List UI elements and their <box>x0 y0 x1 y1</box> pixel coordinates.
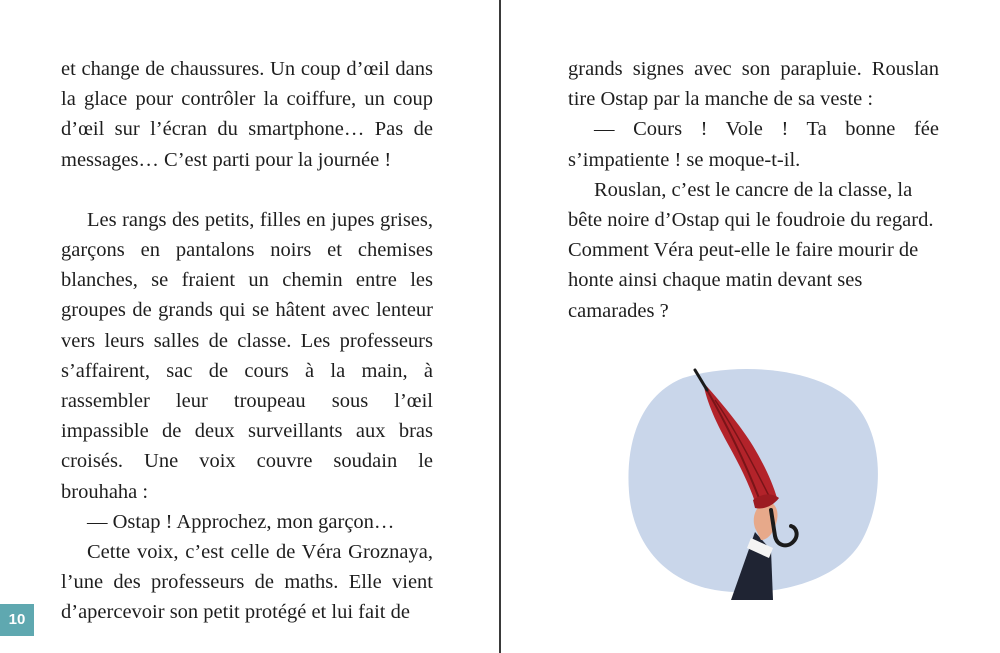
umbrella-in-hand-icon <box>623 360 883 600</box>
paragraph: Rouslan, c’est le cancre de la classe, la bête noire d’Ostap qui le foudroie du regard. Comment Véra peut-elle le faire mourir de honte ainsi chaque matin devant ses camarades ? <box>568 178 934 322</box>
page-number: 10 <box>0 604 34 636</box>
left-page-text <box>61 54 433 628</box>
paragraph-gap <box>61 175 433 205</box>
paragraph: Cette voix, c’est celle de Véra Groznaya, l’une des professeurs de maths. Elle vient d’apercevoir son petit protégé et lui fait de <box>61 541 433 624</box>
paragraph: et change de chaussures. Un coup d’œil dans la glace pour contrôler la coiffure, un coup d’œil sur l’écran du smartphone… Pas de messages… C’est parti pour la journée ! <box>61 58 433 171</box>
right-page <box>501 0 1000 653</box>
paragraph: Les rangs des petits, filles en jupes grises, garçons en pantalons noirs et chemises blanches, se fraient un chemin entre les groupes de grands qui se hâtent avec lenteur vers leurs salles de classe. Les professeurs s’affairent, sac de cours à la main, à rassembler leur troupeau sous l’œil impassible de deux surveillants aux bras croisés. Une voix couvre soudain le brouhaha : <box>61 208 433 503</box>
paragraph: — Ostap ! Approchez, mon garçon… <box>87 510 395 533</box>
paragraph: — Cours ! Vole ! Ta bonne fée s’impatiente ! se moque-t-il. <box>568 118 939 171</box>
right-page-text <box>568 54 939 326</box>
left-page <box>0 0 499 653</box>
paragraph: grands signes avec son parapluie. Rouslan tire Ostap par la manche de sa veste : <box>568 58 939 111</box>
